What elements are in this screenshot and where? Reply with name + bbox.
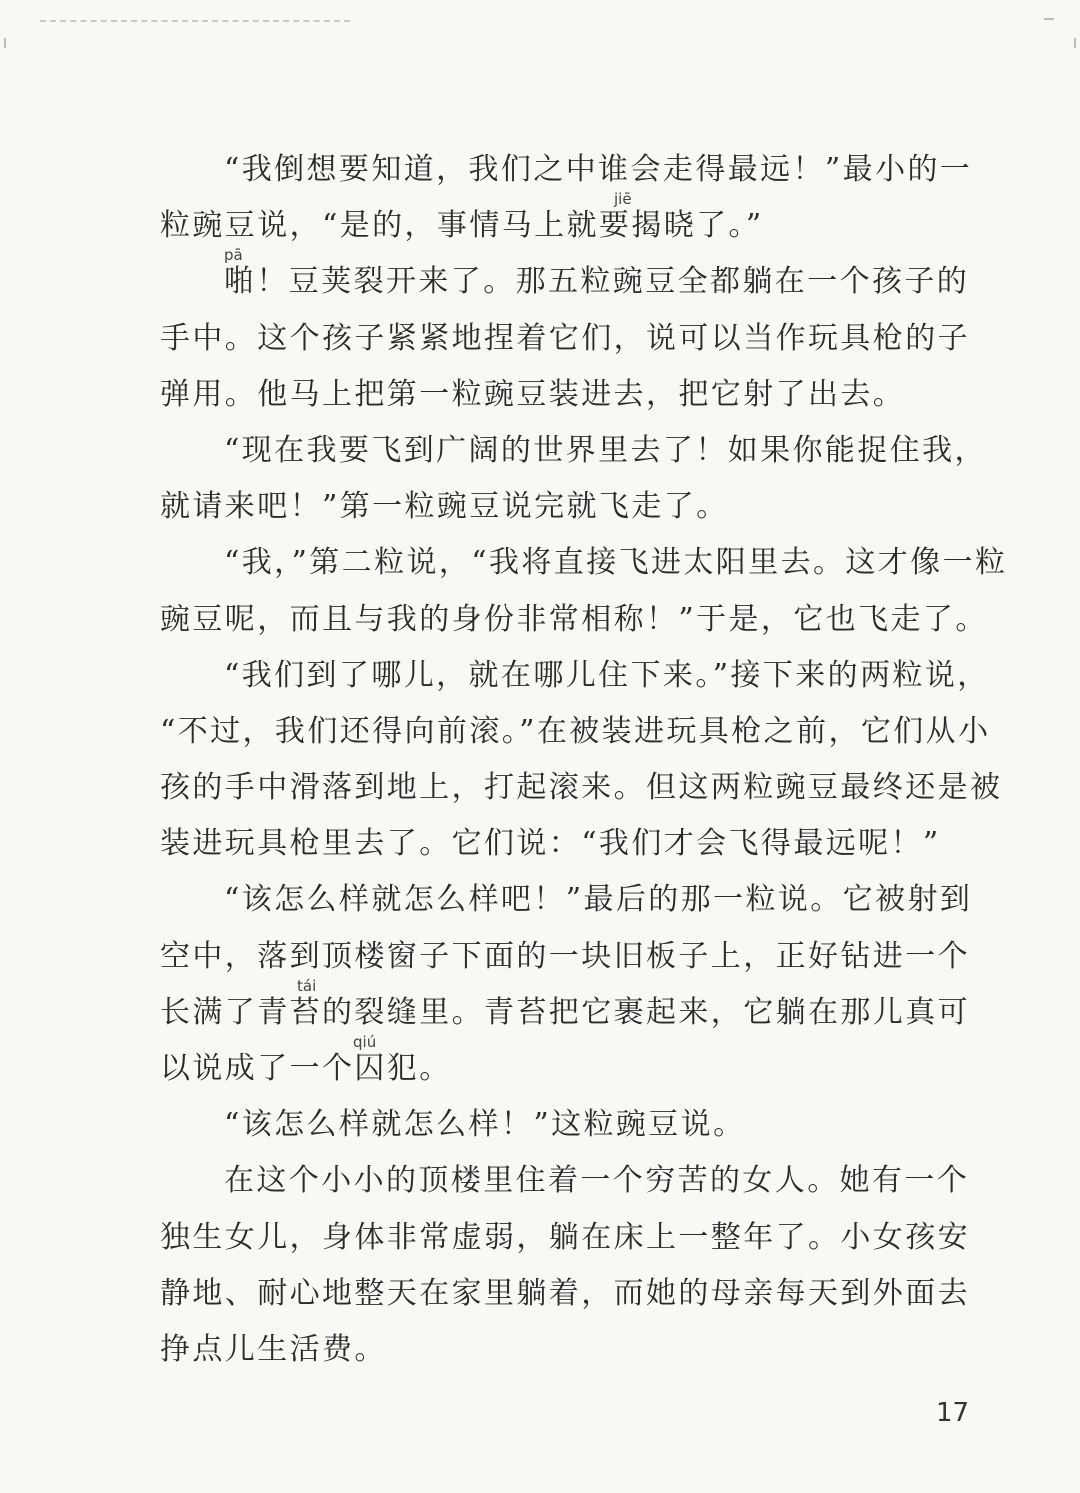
text-line: 在这个小小的顶楼里住着一个穷苦的女人。她有一个	[224, 1163, 970, 1199]
paragraph-8	[160, 1153, 968, 1378]
crop-mark-top-right	[1044, 18, 1054, 20]
text-line	[160, 190, 968, 254]
text-line	[160, 246, 970, 310]
text-line: 装进玩具枪里去了。它们说：“我们才会飞得最远呢！”	[160, 826, 941, 862]
text-line: 手中。这个孩子紧紧地捏着它们，说可以当作玩具枪的子	[160, 320, 970, 356]
scan-edge-marks	[0, 8, 1080, 48]
text-line: 就请来吧！”第一粒豌豆说完就飞走了。	[160, 489, 729, 525]
text-line: “该怎么样就怎么样！”这粒豌豆说。	[224, 1107, 746, 1143]
text-line-content: 长满了青苔的裂缝里。青苔把它裹起来，它躺在那儿真可	[160, 994, 970, 1030]
crop-mark-left	[4, 38, 6, 48]
text-line: 弹用。他马上把第一粒豌豆装进去，把它射了出去。	[160, 376, 906, 412]
text-line-content: 粒豌豆说，“是的，事情马上就要揭晓了。”	[160, 208, 764, 244]
body-text	[160, 142, 1008, 1378]
text-line: “现在我要飞到广阔的世界里去了！如果你能捉住我，	[224, 432, 987, 468]
page-number: 17	[936, 1398, 970, 1428]
paragraph-6	[160, 872, 973, 1097]
pinyin-annotation-qiu: qiú	[353, 1033, 377, 1051]
paragraph-1	[160, 142, 973, 254]
text-line-content: 以说成了一个囚犯。	[160, 1051, 452, 1086]
text-line-content: 啪！豆荚裂开来了。那五粒豌豆全都躺在一个孩子的	[224, 264, 970, 300]
scan-dash-line	[40, 20, 350, 22]
pinyin-annotation-pa: pā	[224, 246, 243, 265]
pinyin-annotation-tai: tái	[297, 976, 317, 995]
text-line: “该怎么样就怎么样吧！”最后的那一粒说。它被射到	[224, 882, 973, 918]
text-line: 挣点儿生活费。	[160, 1331, 387, 1367]
text-line	[160, 1033, 968, 1097]
text-line: 静地、耐心地整天在家里躺着，而她的母亲每天到外面去	[160, 1275, 970, 1311]
text-line	[160, 976, 970, 1041]
paragraph-7	[160, 1097, 968, 1153]
text-line: 豌豆呢，而且与我的身份非常相称！”于是，它也飞走了。	[160, 601, 988, 637]
text-line: “我们到了哪儿，就在哪儿住下来。”接下来的两粒说，	[224, 657, 990, 693]
paragraph-3	[160, 423, 987, 535]
paragraph-4	[160, 535, 1008, 647]
crop-mark-right	[1074, 38, 1076, 48]
text-line: “我倒想要知道，我们之中谁会走得最远！”最小的一	[224, 152, 973, 187]
pinyin-annotation-jie: jiē	[614, 190, 632, 209]
text-line: “不过，我们还得向前滚。”在被装进玩具枪之前，它们从小	[160, 713, 991, 749]
paragraph-5	[160, 648, 1003, 873]
text-line: 孩的手中滑落到地上，打起滚来。但这两粒豌豆最终还是被	[160, 770, 1003, 806]
text-line: 独生女儿，身体非常虚弱，躺在床上一整年了。小女孩安	[160, 1219, 970, 1255]
text-line: 空中，落到顶楼窗子下面的一块旧板子上，正好钻进一个	[160, 938, 970, 974]
text-line: “我，”第二粒说，“我将直接飞进太阳里去。这才像一粒	[224, 545, 1008, 581]
paragraph-2	[160, 246, 970, 423]
